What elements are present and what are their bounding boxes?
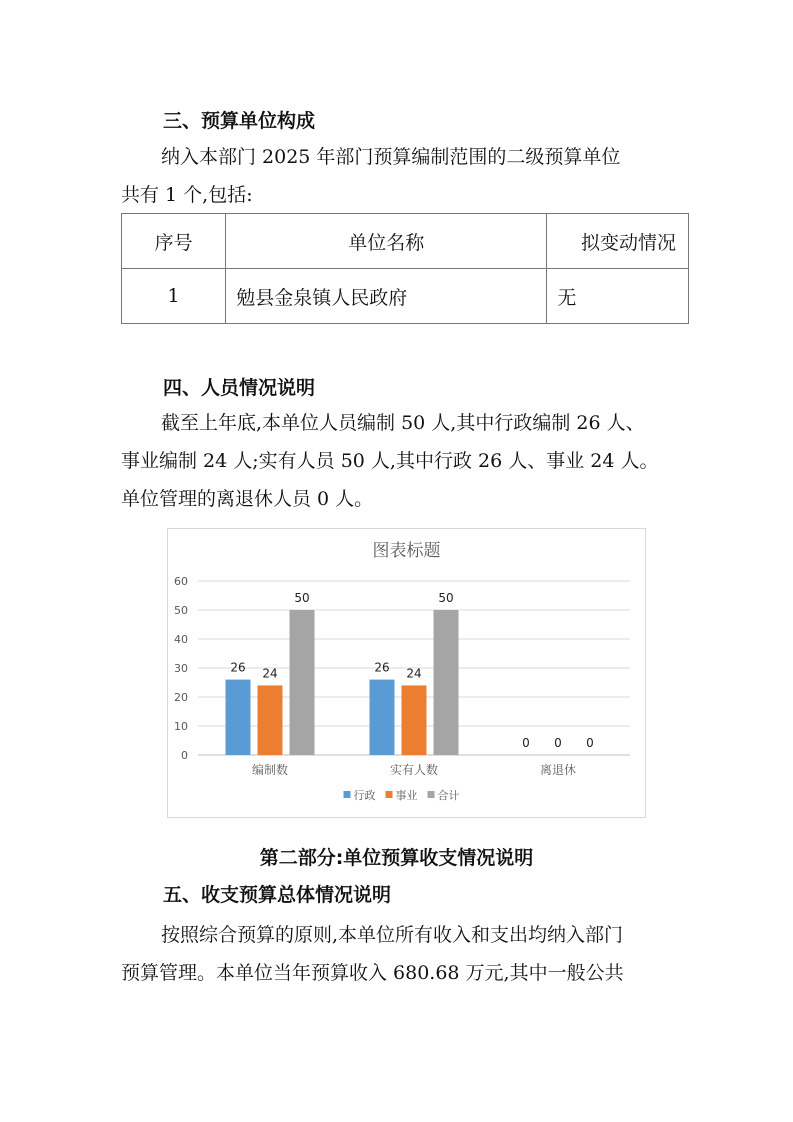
y-tick-label: 0 — [181, 749, 188, 762]
data-label: 24 — [406, 666, 422, 681]
bar-行政 — [370, 680, 395, 755]
section3-paragraph — [121, 138, 681, 214]
section5-line1: 按照综合预算的原则,本单位所有收入和支出均纳入部门 — [161, 924, 624, 946]
header-index: 序号 — [122, 214, 226, 269]
legend-swatch — [344, 791, 351, 798]
legend-swatch — [428, 791, 435, 798]
data-label: 0 — [522, 736, 530, 750]
section4-line1: 截至上年底,本单位人员编制 50 人,其中行政编制 26 人、 — [161, 412, 645, 434]
part2-heading: 第二部分:单位预算收支情况说明 — [259, 847, 534, 869]
bar-事业 — [258, 685, 283, 755]
legend-label: 事业 — [395, 789, 418, 802]
header-change: 拟变动情况 — [547, 214, 689, 269]
section4-line3: 单位管理的离退休人员 0 人。 — [121, 488, 374, 510]
section4-paragraph — [121, 404, 681, 518]
y-tick-label: 50 — [174, 604, 188, 617]
data-label: 26 — [374, 660, 390, 675]
section5-heading: 五、收支预算总体情况说明 — [163, 884, 392, 906]
bar-行政 — [226, 680, 251, 755]
cell-unit-name: 勉县金泉镇人民政府 — [226, 269, 547, 324]
section5-paragraph — [121, 916, 681, 992]
x-tick-label: 离退休 — [539, 763, 577, 777]
section5-line2: 预算管理。本单位当年预算收入 680.68 万元,其中一般公共 — [121, 962, 624, 984]
bar-合计 — [290, 610, 315, 755]
y-tick-label: 40 — [174, 633, 188, 646]
chart-title: 图表标题 — [372, 541, 441, 561]
x-tick-label: 实有人数 — [389, 763, 439, 777]
units-table-header — [122, 214, 689, 269]
section4-heading: 四、人员情况说明 — [163, 377, 316, 399]
cell-change: 无 — [547, 269, 689, 324]
section3-heading: 三、预算单位构成 — [163, 110, 316, 132]
data-label: 26 — [230, 660, 246, 675]
legend-label: 合计 — [437, 789, 460, 802]
chart-svg — [168, 529, 645, 817]
bar-事业 — [402, 685, 427, 755]
units-table — [121, 213, 689, 324]
cell-index: 1 — [122, 269, 226, 324]
y-tick-label: 10 — [174, 720, 188, 733]
data-label: 50 — [438, 591, 454, 605]
x-tick-label: 编制数 — [251, 763, 289, 777]
section4-line2: 事业编制 24 人;实有人员 50 人,其中行政 26 人、事业 24 人。 — [121, 450, 659, 472]
staff-chart — [167, 528, 646, 818]
y-tick-label: 30 — [174, 662, 188, 675]
legend-swatch — [386, 791, 393, 798]
data-label: 0 — [586, 736, 594, 750]
data-label: 24 — [262, 666, 278, 681]
data-label: 50 — [294, 591, 310, 605]
y-tick-label: 60 — [174, 575, 188, 588]
section3-line1: 纳入本部门 2025 年部门预算编制范围的二级预算单位 — [161, 146, 621, 168]
section3-line2: 共有 1 个,包括: — [121, 184, 253, 206]
y-tick-label: 20 — [174, 691, 188, 704]
data-label: 0 — [554, 736, 562, 750]
legend-label: 行政 — [353, 789, 376, 802]
bar-合计 — [434, 610, 459, 755]
header-unit-name: 单位名称 — [226, 214, 547, 269]
table-row — [122, 269, 689, 324]
